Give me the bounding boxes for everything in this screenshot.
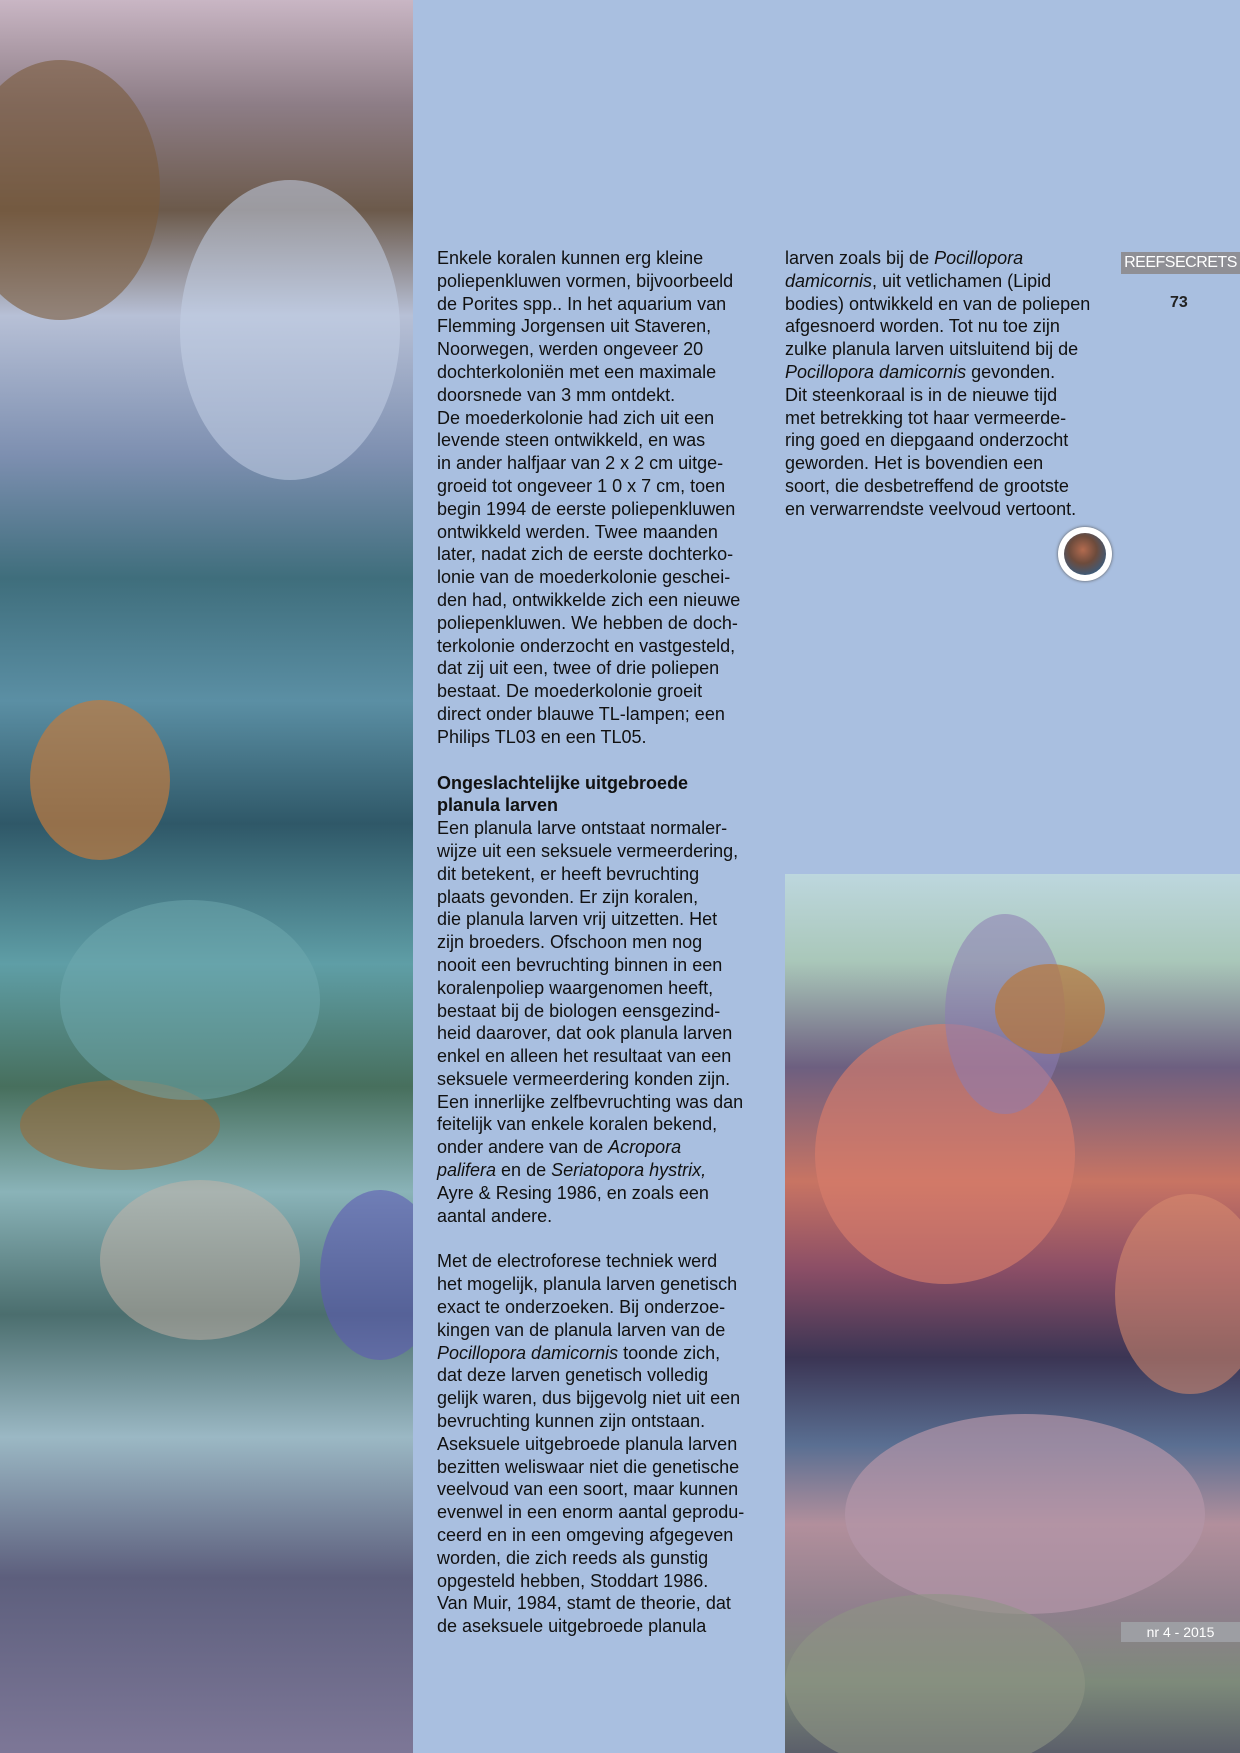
end-of-article-logo [1058,527,1112,581]
brand-label: REEFSECRETS [1121,252,1240,274]
page-number: 73 [1170,294,1188,311]
article-column-2 [785,247,1115,521]
coral-photo-left [0,0,413,1753]
issue-label: nr 4 - 2015 [1121,1622,1240,1642]
paragraph: larven zoals bij de Pocillopora damicornis, uit vetlichamen (Lipid bodies) ontwikkeld en van de poliepen afgesnoerd worden. Tot nu toe zijn zulke planula larven uitsluitend bij de Pocillopora damicornis gevonden. Dit steenkoraal is in de nieuwe tijd met betrekking tot haar vermeerde- ring goed en diepgaand onderzocht geworden. Het is bovendien een soort, die desbetreffend de grootste en verwarrendste veelvoud vertoont. [785,248,1091,519]
logo-icon [1064,533,1106,575]
paragraph: Enkele koralen kunnen erg kleine poliepenkluwen vormen, bijvoorbeeld de Porites spp.. In het aquarium van Flemming Jorgensen uit Staveren, Noorwegen, werden ongeveer 20 dochterkoloniën met een maximale doorsnede van 3 mm ontdekt. De moederkolonie had zich uit een levende steen ontwikkeld, en was in ander halfjaar van 2 x 2 cm uitge- groeid tot ongeveer 1 0 x 7 cm, toen begin 1994 de eerste poliepenkluwen ontwikkeld werden. Twee maanden later, nadat zich de eerste dochterko- lonie van de moederkolonie geschei- den had, ontwikkelde zich een nieuwe poliepenkluwen. We hebben de doch- terkolonie onderzocht en vastgesteld, dat zij uit een, twee of drie poliepen bestaat. De moederkolonie groeit direct onder blauwe TL-lampen; een Philips TL03 en een TL05. [437,248,741,747]
paragraph: Een planula larve ontstaat normaler- wijze uit een seksuele vermeerdering, dit betekent, er heeft bevruchting plaats gevonden. Er zijn koralen, die planula larven vrij uitzetten. Het zijn broeders. Ofschoon men nog nooit een bevruchting binnen in een koralenpoliep waargenomen heeft, bestaat bij de biologen eensgezind- heid daarover, dat ook planula larven enkel en alleen het resultaat van een seksuele vermeerdering konden zijn. Een innerlijke zelfbevruchting was dan feitelijk van enkele koralen bekend, onder andere van de Acropora palifera en de Seriatopora hystrix, Ayre & Resing 1986, en zoals een aantal andere. [437,818,744,1226]
article-column-1 [437,247,767,1638]
section-heading: Ongeslachtelijke uitgebroede planula larven [437,772,689,816]
paragraph: Met de electroforese techniek werd het mogelijk, planula larven genetisch exact te onderzoeken. Bij onderzoe- kingen van de planula larven van de Pocillopora damicornis toonde zich, dat deze larven genetisch volledig gelijk waren, dus bijgevolg niet uit een bevruchting kunnen zijn ontstaan. Aseksuele uitgebroede planula larven bezitten weliswaar niet die genetische veelvoud van een soort, maar kunnen evenwel in een enorm aantal geprodu- ceerd en in een omgeving afgegeven worden, die zich reeds als gunstig opgesteld hebben, Stoddart 1986. Van Muir, 1984, stamt de theorie, dat de aseksuele uitgebroede planula [437,1251,745,1637]
